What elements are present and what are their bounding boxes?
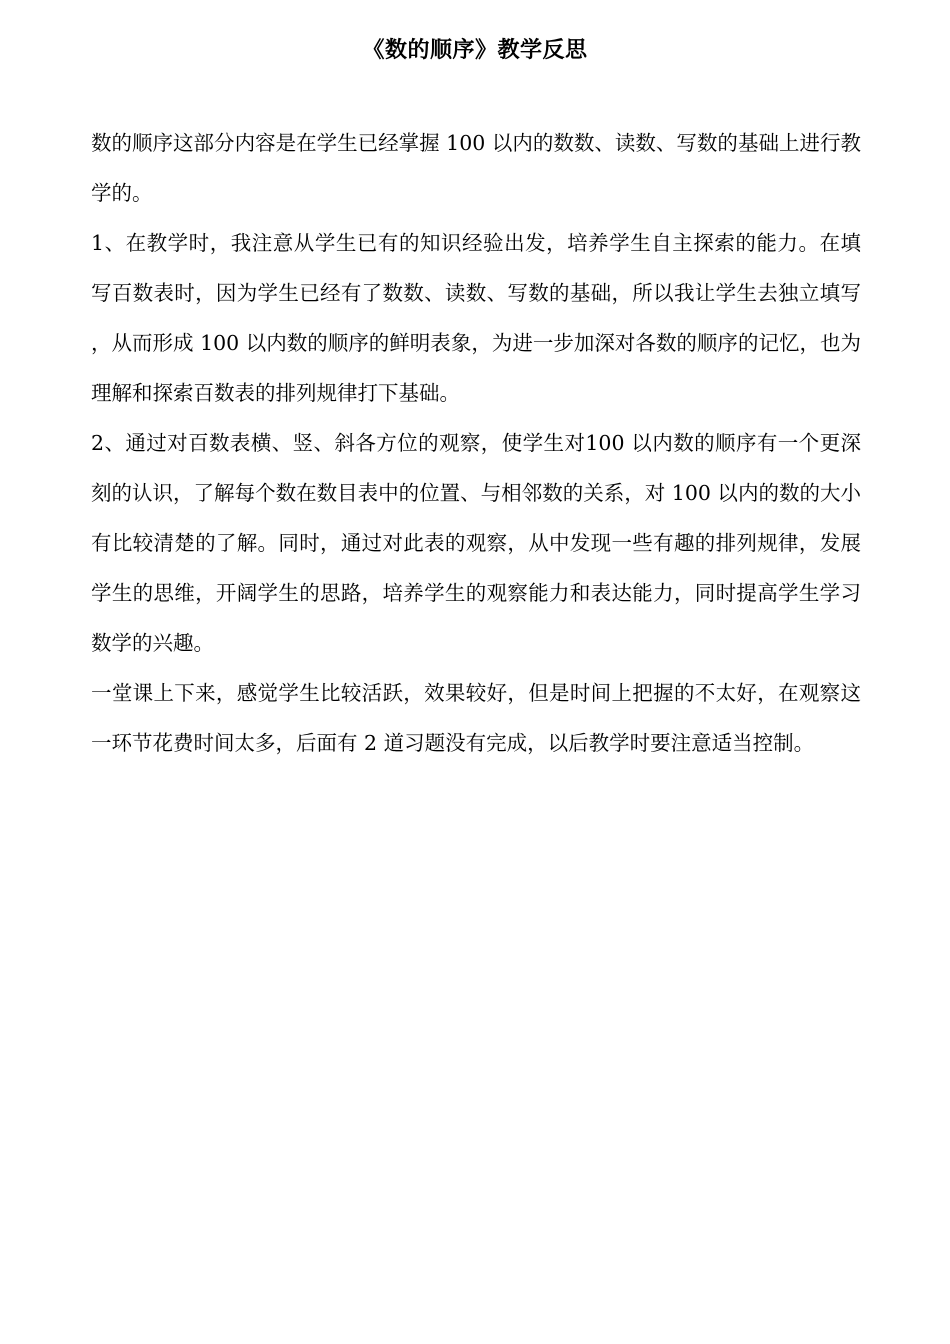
document-body (91, 118, 861, 768)
paragraph-point-2: 2、通过对百数表横、竖、斜各方位的观察，使学生对100 以内数的顺序有一个更深刻的认识，了解每个数在数目表中的位置、与相邻数的关系，对 100 以内的数的大小有比较清楚的了解。同时，通过对此表的观察，从中发现一些有趣的排列规律，发展学生的思维，开阔学生的思路，培养学生的观察能力和表达能力，同时提高学生学习数学的兴趣。 (91, 431, 861, 655)
paragraph-conclusion: 一堂课上下来，感觉学生比较活跃，效果较好，但是时间上把握的不太好，在观察这一环节花费时间太多，后面有 2 道习题没有完成，以后教学时要注意适当控制。 (91, 681, 861, 755)
paragraph-point-1: 1、在教学时，我注意从学生已有的知识经验出发，培养学生自主探索的能力。在填写百数表时，因为学生已经有了数数、读数、写数的基础，所以我让学生去独立填写，从而形成 100 以内数的顺序的鲜明表象，为进一步加深对各数的顺序的记忆，也为理解和探索百数表的排列规律打下基础。 (91, 231, 861, 405)
paragraph-intro: 数的顺序这部分内容是在学生已经掌握 100 以内的数数、读数、写数的基础上进行教学的。 (91, 131, 861, 205)
document-title: 《数的顺序》教学反思 (362, 38, 588, 63)
